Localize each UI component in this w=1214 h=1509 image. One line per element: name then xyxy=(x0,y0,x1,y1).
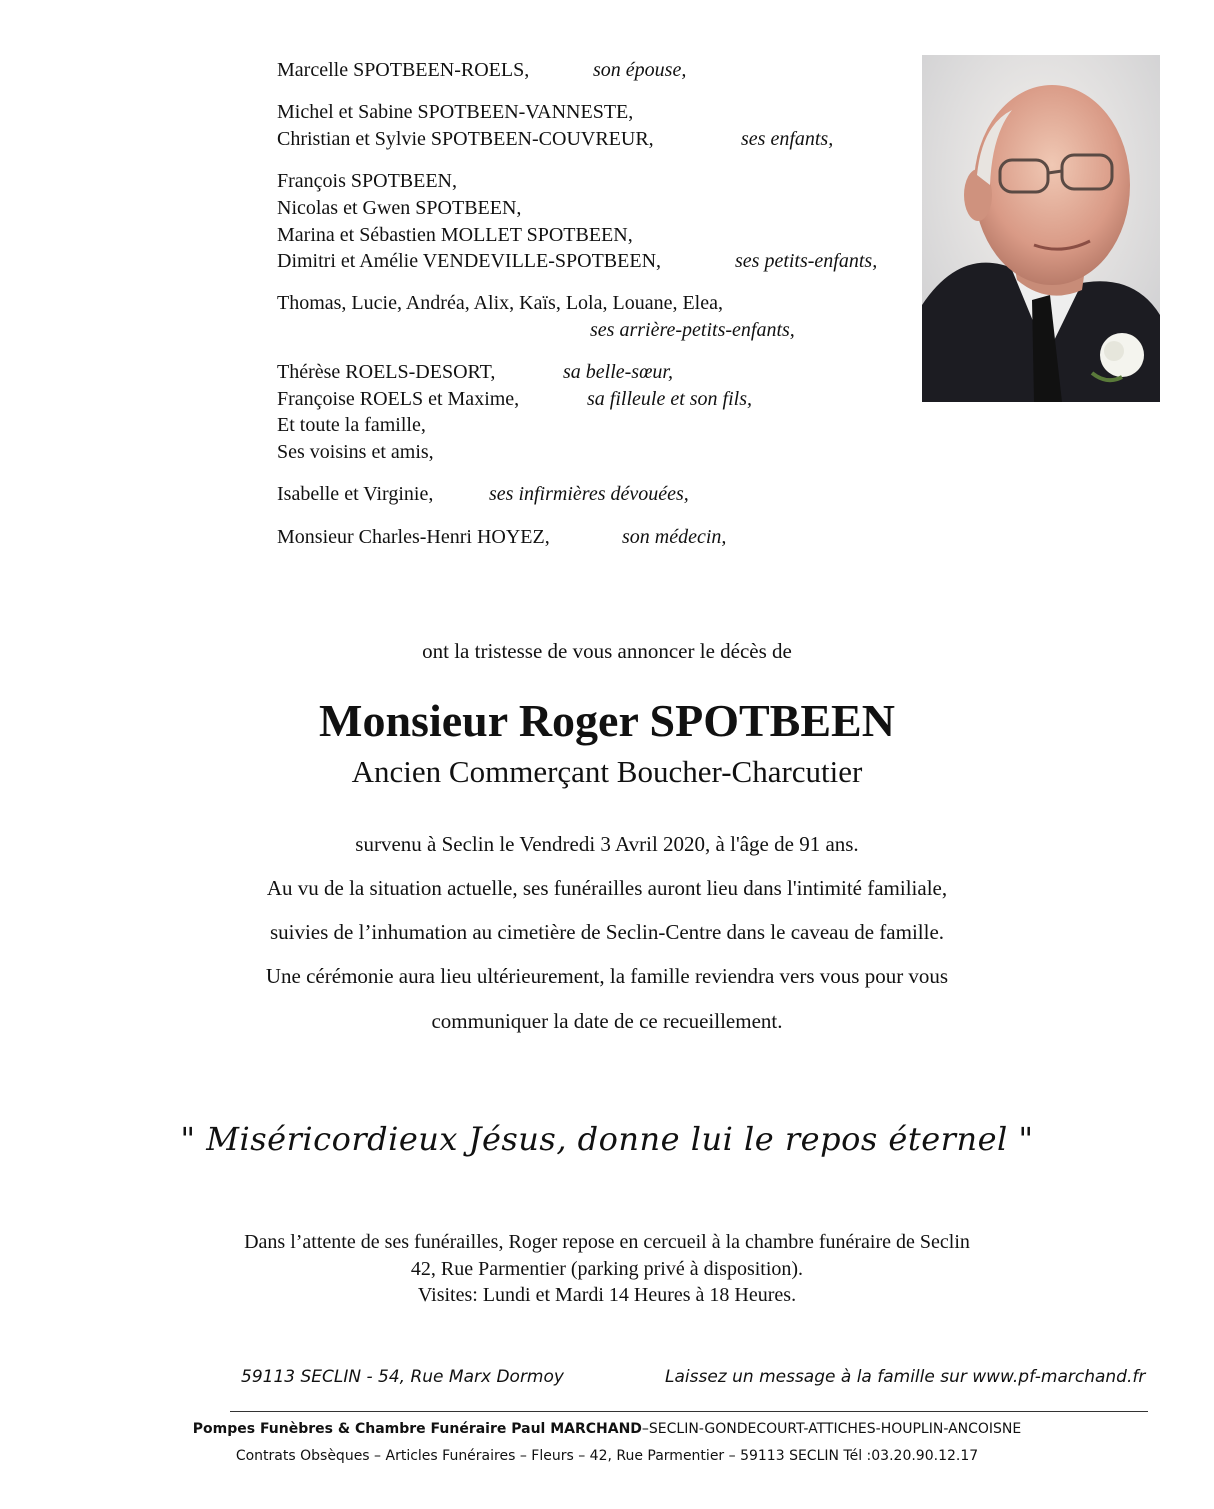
family-name: Et toute la famille, xyxy=(277,414,426,436)
family-name: Nicolas et Gwen SPOTBEEN, xyxy=(277,197,522,219)
company-locations: –SECLIN-GONDECOURT-ATTICHES-HOUPLIN-ANCOISNE xyxy=(641,1421,1022,1437)
footer-contracts: Contrats Obsèques – Articles Funéraires – Fleurs – 42, Rue Parmentier – 59113 SECLIN Tél :03.20.90.12.17 xyxy=(235,1448,979,1464)
family-role: sa filleule et son fils, xyxy=(587,388,752,410)
family-name: Marcelle SPOTBEEN-ROELS, xyxy=(277,59,530,81)
family-role: son épouse, xyxy=(593,59,687,81)
family-role: ses enfants, xyxy=(741,128,834,150)
family-name: Marina et Sébastien MOLLET SPOTBEEN, xyxy=(277,224,633,246)
prayer-quote: " Miséricordieux Jésus, donne lui le repos éternel " xyxy=(180,1120,1034,1158)
family-line xyxy=(277,59,529,82)
footer-address: 59113 SECLIN - 54, Rue Marx Dormoy xyxy=(241,1367,564,1387)
family-role: sa belle-sœur, xyxy=(563,361,673,383)
company-name: Pompes Funèbres & Chambre Funéraire Paul MARCHAND xyxy=(192,1421,642,1437)
family-name: Isabelle et Virginie, xyxy=(277,483,434,505)
family-name: François SPOTBEEN, xyxy=(277,170,457,192)
footer-company xyxy=(0,1421,1214,1437)
announcement-line: Au vu de la situation actuelle, ses funérailles auront lieu dans l'intimité familiale, xyxy=(266,876,948,900)
family-name: Christian et Sylvie SPOTBEEN-COUVREUR, xyxy=(277,128,654,150)
family-name: Monsieur Charles-Henri HOYEZ, xyxy=(277,526,550,548)
family-name: Ses voisins et amis, xyxy=(277,441,434,463)
visitation-line: 42, Rue Parmentier (parking privé à disposition). xyxy=(410,1258,804,1280)
family-name: Thérèse ROELS-DESORT, xyxy=(277,361,496,383)
family-name: Françoise ROELS et Maxime, xyxy=(277,388,520,410)
family-name: Dimitri et Amélie VENDEVILLE-SPOTBEEN, xyxy=(277,250,662,272)
announcement-line: communiquer la date de ce recueillement. xyxy=(431,1009,783,1033)
portrait-photo xyxy=(922,55,1160,402)
announcement-line: Une cérémonie aura lieu ultérieurement, la famille reviendra vers vous pour vous xyxy=(265,964,949,988)
announcement-line: survenu à Seclin le Vendredi 3 Avril 2020, à l'âge de 91 ans. xyxy=(355,832,859,856)
family-name: Thomas, Lucie, Andréa, Alix, Kaïs, Lola, Louane, Elea, xyxy=(277,292,723,314)
family-name: Michel et Sabine SPOTBEEN-VANNESTE, xyxy=(277,101,634,123)
footer-divider xyxy=(230,1411,1148,1412)
family-role: son médecin, xyxy=(622,526,727,548)
deceased-name: Monsieur Roger SPOTBEEN xyxy=(319,695,895,746)
visitation-line: Visites: Lundi et Mardi 14 Heures à 18 Heures. xyxy=(417,1284,797,1306)
visitation-line: Dans l’attente de ses funérailles, Roger repose en cercueil à la chambre funéraire de Seclin xyxy=(244,1231,970,1253)
announcement-line: suivies de l’inhumation au cimetière de Seclin-Centre dans le caveau de famille. xyxy=(269,920,945,944)
announcement-intro: ont la tristesse de vous annoncer le décès de xyxy=(422,639,792,663)
family-role: ses arrière-petits-enfants, xyxy=(590,319,795,341)
family-role: ses petits-enfants, xyxy=(735,250,878,272)
deceased-profession: Ancien Commerçant Boucher-Charcutier xyxy=(351,754,863,789)
footer-website-message[interactable]: Laissez un message à la famille sur www.pf-marchand.fr xyxy=(665,1367,1146,1387)
family-role: ses infirmières dévouées, xyxy=(489,483,689,505)
